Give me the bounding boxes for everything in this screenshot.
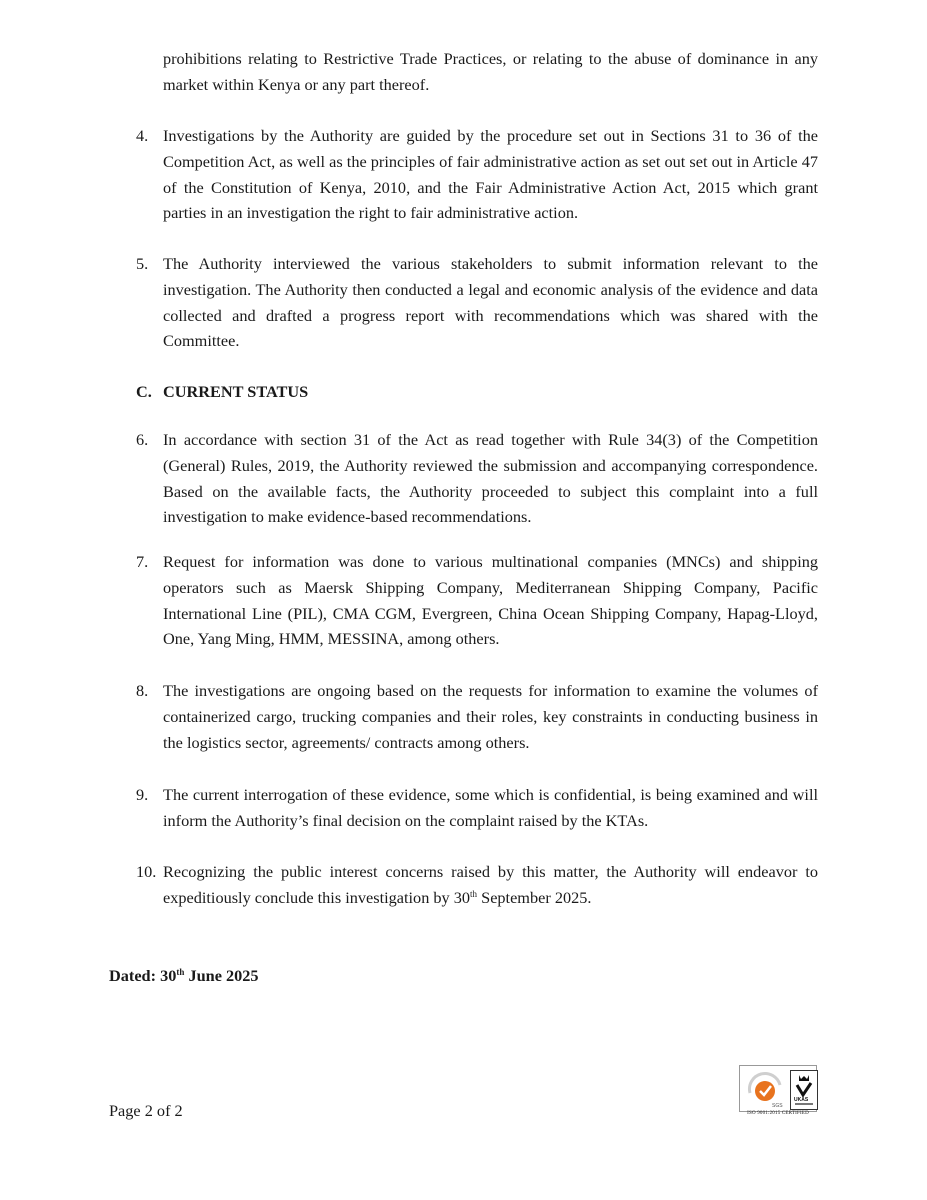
- page-number: Page 2 of 2: [109, 1101, 183, 1120]
- certification-box: [739, 1065, 817, 1112]
- ukas-logo-icon: [790, 1070, 818, 1110]
- paragraph-9: [136, 782, 818, 834]
- sgs-logo-icon: [746, 1071, 784, 1109]
- paragraph-8: [136, 678, 818, 755]
- paragraph-number: 10.: [136, 862, 157, 881]
- paragraph-number: 5.: [136, 254, 149, 273]
- certification-label: ISO 9001:2015 CERTIFIED: [747, 1111, 809, 1116]
- paragraph-number: 6.: [136, 430, 149, 449]
- dated-label: Dated: 30: [109, 966, 177, 985]
- paragraph-text: The Authority interviewed the various stakeholders to submit information relevant to the investigation. The Authority then conducted a legal and economic analysis of the evidence and data collected and drafted a progress report with recommendations which was shared with the Committee.: [163, 254, 818, 351]
- paragraph-4: [136, 123, 818, 226]
- paragraph-number: 8.: [136, 681, 149, 700]
- paragraph-text: The current interrogation of these evidence, some which is confidential, is being examined and will inform the Authority’s final decision on the complaint raised by the KTAs.: [163, 785, 818, 830]
- section-heading: [136, 379, 308, 405]
- ordinal-suffix: th: [176, 967, 185, 977]
- paragraph-5: [136, 251, 818, 354]
- paragraph-text-part: September 2025.: [477, 887, 592, 907]
- paragraph-text: The investigations are ongoing based on the requests for information to examine the volumes of containerized cargo, trucking companies and their roles, key constraints in conducting business in the logistics sector, agreements/ contracts among others.: [163, 681, 818, 752]
- certification-logo: [737, 1063, 819, 1121]
- svg-text:SGS: SGS: [772, 1103, 783, 1109]
- section-title: CURRENT STATUS: [163, 382, 309, 401]
- section-letter: C.: [136, 382, 152, 401]
- paragraph-number: 7.: [136, 552, 149, 571]
- svg-text:UKAS: UKAS: [794, 1097, 809, 1103]
- paragraph-text: In accordance with section 31 of the Act as read together with Rule 34(3) of the Competition (General) Rules, 2019, the Authority reviewed the submission and accompanying correspondence. Based on the available facts, the Authority proceeded to subject this complaint into a full investigation to make evidence-based recommendations.: [163, 430, 818, 527]
- paragraph-number: 9.: [136, 785, 149, 804]
- paragraph-text: Request for information was done to various multinational companies (MNCs) and shipping operators such as Maersk Shipping Company, Mediterranean Shipping Company, Pacific International Line (PIL), CMA CGM, Evergreen, China Ocean Shipping Company, Hapag-Lloyd, One, Yang Ming, HMM, MESSINA, among others.: [163, 552, 818, 649]
- paragraph-10: [136, 859, 818, 911]
- dated-rest: June 2025: [184, 966, 259, 985]
- dated-line: [109, 966, 259, 986]
- paragraph-number: 4.: [136, 126, 149, 145]
- paragraph-text-part: Recognizing the public interest concerns raised by this matter, the Authority will endeavor to expeditiously conclude this investigation by 30: [163, 862, 818, 907]
- ordinal-suffix: th: [470, 888, 478, 899]
- continuation-text: prohibitions relating to Restrictive Trade Practices, or relating to the abuse of dominance in any market within Kenya or any part thereof.: [163, 49, 818, 94]
- paragraph-6: [136, 427, 818, 530]
- paragraph-7: [136, 549, 818, 652]
- paragraph-text: Investigations by the Authority are guided by the procedure set out in Sections 31 to 36 of the Competition Act, as well as the principles of fair administrative action as set out set out in Article 47 of the Constitution of Kenya, 2010, and the Fair Administrative Action Act, 2015 which grant parties in an investigation the right to fair administrative action.: [163, 126, 818, 223]
- paragraph-text: [163, 859, 818, 911]
